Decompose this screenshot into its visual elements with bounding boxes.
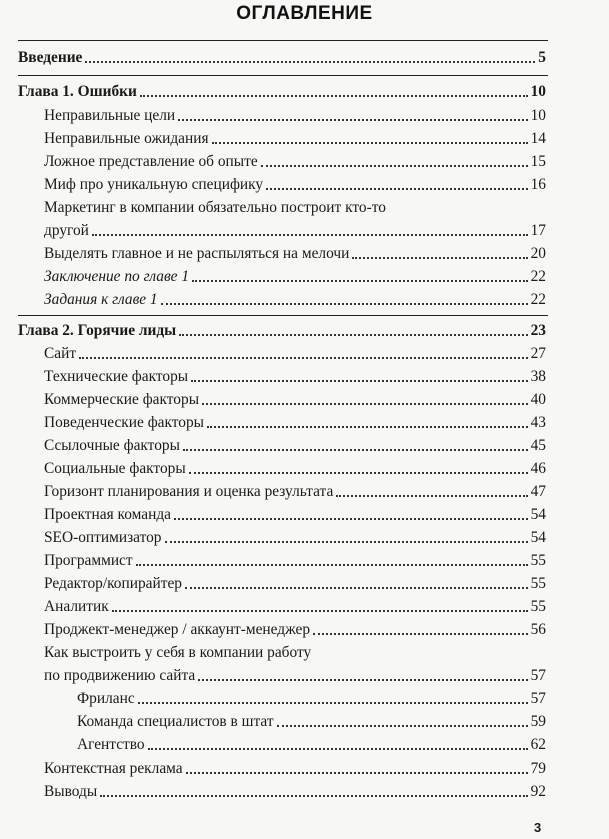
- toc-entry-page: 22: [530, 291, 546, 308]
- toc-entry-title: Введение: [18, 49, 83, 66]
- toc-entry-page: 16: [530, 176, 546, 193]
- toc-entry-page: 47: [530, 483, 546, 500]
- toc-entry-title-line: Как выстроить у себя в компании работу: [44, 644, 312, 661]
- dot-leader: [212, 142, 528, 144]
- toc-entry[interactable]: [44, 222, 546, 240]
- toc-entry[interactable]: [44, 575, 546, 593]
- dot-leader: [112, 610, 528, 612]
- toc-entry-title: Миф про уникальную специфику: [44, 176, 264, 193]
- toc-entry-title: Заключение по главе 1: [44, 268, 190, 285]
- toc-entry[interactable]: [44, 483, 546, 501]
- toc-entry-title: Сайт: [44, 345, 77, 362]
- toc-entry-page: 43: [530, 414, 546, 431]
- page-title: ОГЛАВЛЕНИЕ: [236, 3, 373, 24]
- toc-entry-page: 15: [530, 153, 546, 170]
- dot-leader: [313, 633, 528, 635]
- toc-entry-page: 54: [530, 506, 546, 523]
- toc-entry-tasks[interactable]: [44, 291, 546, 309]
- toc-entry-page: 46: [530, 460, 546, 477]
- section-rule: [18, 315, 548, 316]
- dot-leader: [207, 426, 528, 428]
- toc-entry-page: 55: [530, 552, 546, 569]
- toc-entry-page: 62: [530, 736, 546, 753]
- dot-leader: [277, 725, 528, 727]
- toc-entry[interactable]: [44, 245, 546, 263]
- toc-entry-intro[interactable]: [18, 49, 546, 67]
- toc-entry[interactable]: [44, 437, 546, 455]
- toc-entry-title: Технические факторы: [44, 368, 189, 385]
- toc-entry-chapter-2[interactable]: [18, 322, 546, 340]
- toc-entry-title: Глава 1. Ошибки: [18, 83, 137, 100]
- dot-leader: [198, 679, 527, 681]
- toc-entry-page: 5: [538, 49, 546, 66]
- page-number: 3: [534, 820, 542, 835]
- toc-entry-title: Агентство: [77, 736, 145, 753]
- section-rule: [18, 75, 548, 76]
- dot-leader: [165, 541, 528, 543]
- toc-entry-page: 17: [530, 222, 546, 239]
- toc-entry-page: 92: [530, 783, 546, 800]
- toc-entry[interactable]: [44, 529, 546, 547]
- toc-entry-chapter-1[interactable]: [18, 83, 546, 101]
- dot-leader: [140, 95, 528, 97]
- toc-entry-title: Горизонт планирования и оценка результата: [44, 483, 334, 500]
- toc-entry-title: Проджект-менеджер / аккаунт-менеджер: [44, 621, 311, 638]
- dot-leader: [191, 380, 527, 382]
- toc-entry-page: 55: [530, 575, 546, 592]
- toc-entry-page: 57: [530, 667, 546, 684]
- toc-entry[interactable]: [44, 130, 546, 148]
- toc-entry-page: 57: [530, 690, 546, 707]
- toc-entry[interactable]: [44, 107, 546, 125]
- dot-leader: [136, 564, 528, 566]
- toc-entry-sub[interactable]: [77, 736, 546, 754]
- toc-entry-page: 45: [530, 437, 546, 454]
- toc-entry-title: Неправильные ожидания: [44, 130, 209, 147]
- toc-entry-title: Ложное представление об опыте: [44, 153, 258, 170]
- toc-entry[interactable]: [44, 621, 546, 639]
- toc-entry[interactable]: [44, 598, 546, 616]
- toc-entry-title: Аналитик: [44, 598, 109, 615]
- dot-leader: [148, 748, 528, 750]
- dot-leader: [202, 403, 528, 405]
- toc-entry-title: Ссылочные факторы: [44, 437, 180, 454]
- dot-leader: [100, 795, 527, 797]
- toc-entry-title: Поведенческие факторы: [44, 414, 205, 431]
- dot-leader: [179, 334, 527, 336]
- dot-leader: [192, 280, 528, 282]
- toc-entry-page: 59: [530, 713, 546, 730]
- toc-entry-page: 10: [530, 107, 546, 124]
- toc-entry[interactable]: [44, 368, 546, 386]
- toc-entry-title: Социальные факторы: [44, 460, 186, 477]
- toc-entry-page: 79: [530, 760, 546, 777]
- toc-entry-sub[interactable]: [77, 690, 546, 708]
- toc-entry-title: Фриланс: [77, 690, 135, 707]
- toc-entry-title: Проектная команда: [44, 506, 171, 523]
- toc-entry-title: Глава 2. Горячие лиды: [18, 322, 177, 339]
- toc-entry-page: 27: [530, 345, 546, 362]
- toc-entry-title: по продвижению сайта: [44, 667, 196, 684]
- dot-leader: [266, 188, 528, 190]
- dot-leader: [174, 518, 528, 520]
- toc-entry-page: 10: [530, 83, 546, 100]
- dot-leader: [79, 357, 528, 359]
- toc-entry-title: Программист: [44, 552, 133, 569]
- dot-leader: [178, 119, 527, 121]
- toc-entry[interactable]: [44, 153, 546, 171]
- toc-entry[interactable]: [44, 345, 546, 363]
- toc-entry-page: 55: [530, 598, 546, 615]
- toc-entry-title: Контекстная реклама: [44, 760, 183, 777]
- toc-entry-page: 20: [530, 245, 546, 262]
- toc-entry[interactable]: [44, 783, 546, 801]
- dot-leader: [336, 495, 527, 497]
- dot-leader: [185, 587, 528, 589]
- toc-entry[interactable]: [44, 552, 546, 570]
- toc-entry[interactable]: [44, 176, 546, 194]
- toc-entry[interactable]: [44, 506, 546, 524]
- toc-entry-title: Редактор/копирайтер: [44, 575, 182, 592]
- toc-entry-sub[interactable]: [77, 713, 546, 731]
- dot-leader: [186, 772, 528, 774]
- dot-leader: [183, 449, 528, 451]
- toc-entry-page: 56: [530, 621, 546, 638]
- toc-entry[interactable]: [44, 760, 546, 778]
- toc-entry[interactable]: [44, 391, 546, 409]
- dot-leader: [161, 303, 528, 305]
- toc-entry-page: 22: [530, 268, 546, 285]
- dot-leader: [352, 257, 527, 259]
- header-rule: [18, 40, 548, 41]
- toc-entry-title-line: Маркетинг в компании обязательно построит кто-то: [44, 199, 386, 216]
- toc-entry-page: 23: [530, 322, 546, 339]
- toc-entry-title: другой: [44, 222, 89, 239]
- toc-entry-title: SEO-оптимизатор: [44, 529, 162, 546]
- toc-entry-page: 54: [530, 529, 546, 546]
- dot-leader: [85, 61, 535, 63]
- toc-entry-title: Выделять главное и не распыляться на мелочи: [44, 245, 350, 262]
- dot-leader: [92, 234, 528, 236]
- toc-entry-title: Задания к главе 1: [44, 291, 158, 308]
- toc-entry-conclusion[interactable]: [44, 268, 546, 286]
- toc-entry-title: Неправильные цели: [44, 107, 176, 124]
- toc-entry-page: 14: [530, 130, 546, 147]
- toc-entry-page: 38: [530, 368, 546, 385]
- dot-leader: [189, 472, 528, 474]
- toc-entry-title: Коммерческие факторы: [44, 391, 200, 408]
- dot-leader: [261, 165, 528, 167]
- toc-entry-title: Выводы: [44, 783, 98, 800]
- toc-entry-page: 40: [530, 391, 546, 408]
- toc-entry-title: Команда специалистов в штат: [77, 713, 274, 730]
- toc-entry[interactable]: [44, 667, 546, 685]
- toc-entry[interactable]: [44, 414, 546, 432]
- toc-entry[interactable]: [44, 460, 546, 478]
- dot-leader: [138, 702, 528, 704]
